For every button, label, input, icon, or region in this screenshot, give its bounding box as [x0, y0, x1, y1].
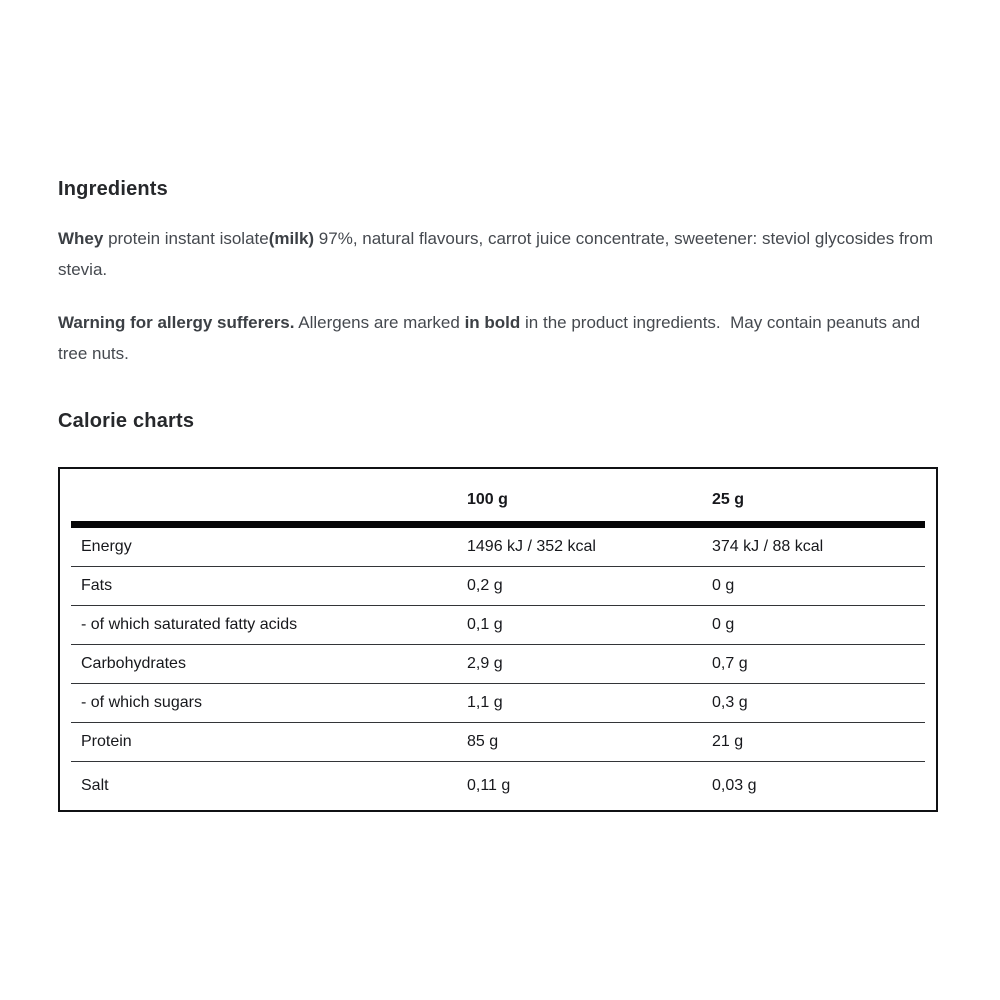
row-per100: 1,1 g: [467, 694, 503, 711]
row-label: Fats: [81, 577, 113, 594]
row-label: Energy: [81, 538, 132, 555]
ingredients-text: [58, 223, 940, 285]
row-per100: 0,1 g: [467, 616, 503, 633]
header-per-100g: 100 g: [467, 491, 508, 508]
ingredients-text-part1: protein instant isolate: [103, 229, 269, 248]
nutrition-row: [71, 645, 925, 684]
allergy-warning-bold-inline: in bold: [464, 313, 521, 332]
row-per100: 2,9 g: [467, 655, 503, 672]
ingredients-text-part2: 97%, natural flavours, carrot juice concentrate, sweetener: steviol glycosides from stevia.: [58, 229, 938, 279]
row-per25: 0,03 g: [712, 777, 757, 794]
row-per25: 0 g: [712, 577, 735, 594]
row-per100: 85 g: [467, 733, 499, 750]
row-per25: 21 g: [712, 733, 744, 750]
header-per-25g: 25 g: [712, 491, 745, 508]
row-label: Salt: [81, 777, 109, 794]
row-per25: 0,7 g: [712, 655, 748, 672]
nutrition-table: [58, 467, 938, 812]
nutrition-row: [71, 606, 925, 645]
allergy-warning-text: [58, 307, 940, 369]
nutrition-rows: [71, 528, 925, 810]
nutrition-table-inner: [71, 469, 925, 810]
allergy-warning-lead: Warning for allergy sufferers.: [58, 313, 295, 332]
nutrition-row: [71, 567, 925, 606]
row-per25: 374 kJ / 88 kcal: [712, 538, 824, 555]
row-label: Carbohydrates: [81, 655, 186, 672]
nutrition-row: [71, 723, 925, 762]
allergy-warning-part1: Allergens are marked: [294, 313, 465, 332]
row-per100: 0,11 g: [467, 777, 511, 794]
calorie-charts-heading: Calorie charts: [58, 410, 195, 432]
nutrition-row: [71, 528, 925, 567]
row-per25: 0,3 g: [712, 694, 748, 711]
ingredients-heading: Ingredients: [58, 178, 168, 200]
allergy-warning-part2: in the product ingredients. May contain peanuts and tree nuts.: [58, 313, 925, 363]
row-label: - of which saturated fatty acids: [81, 616, 298, 633]
row-label: Protein: [81, 733, 132, 750]
nutrition-table-header: [71, 469, 925, 521]
header-divider-bar: [71, 521, 925, 528]
row-per100: 0,2 g: [467, 577, 503, 594]
ingredient-allergen-whey: Whey: [58, 229, 104, 248]
ingredient-allergen-milk: (milk): [268, 229, 315, 248]
row-per100: 1496 kJ / 352 kcal: [467, 538, 596, 555]
row-per25: 0 g: [712, 616, 735, 633]
nutrition-row: [71, 762, 925, 810]
row-label: - of which sugars: [81, 694, 202, 711]
nutrition-row: [71, 684, 925, 723]
